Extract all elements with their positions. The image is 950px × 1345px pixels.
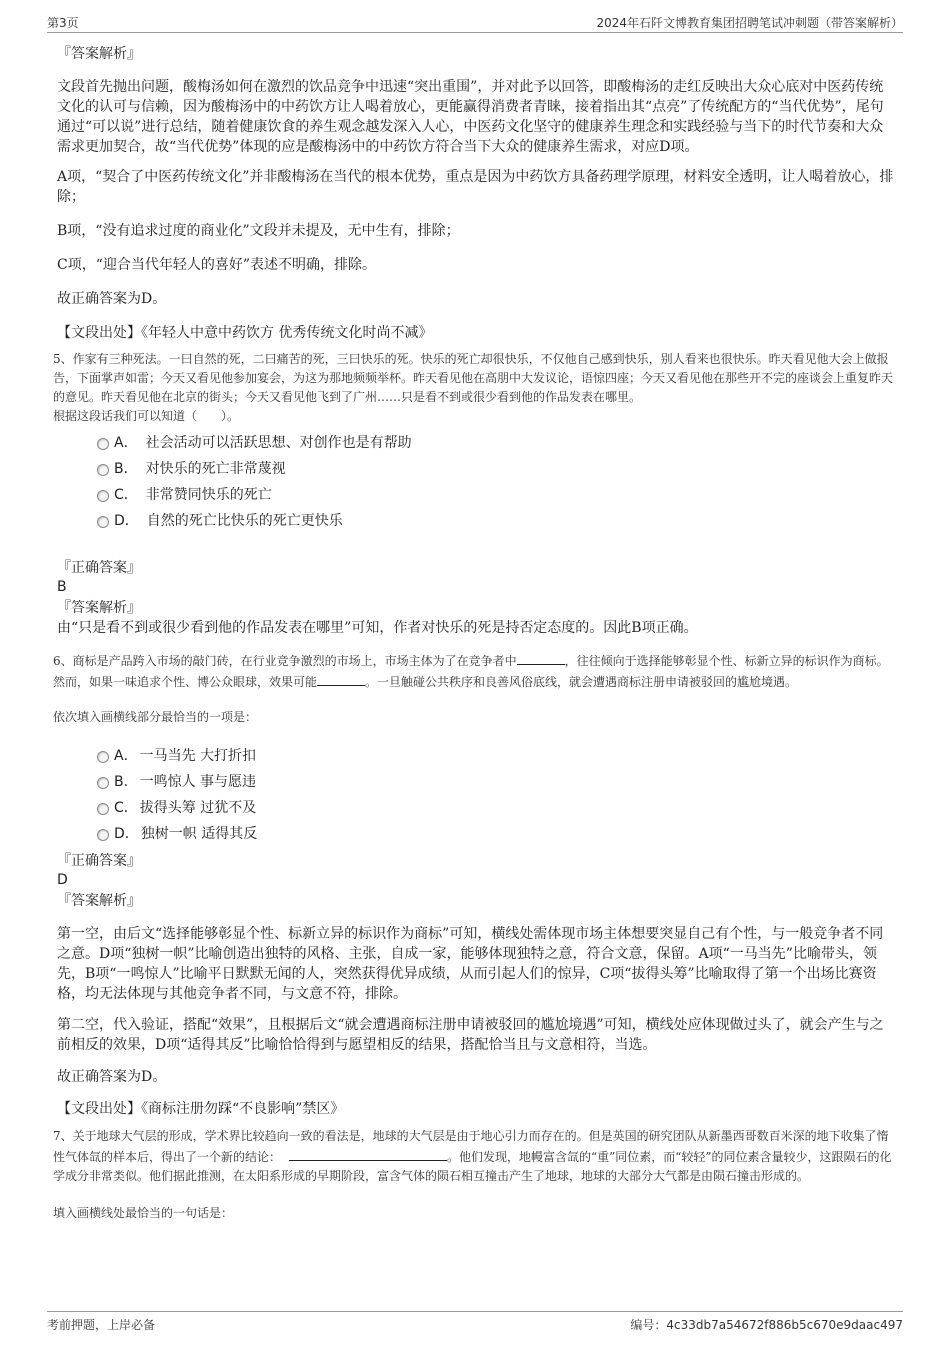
radio-button[interactable] [97, 803, 109, 815]
fill-blank [317, 671, 365, 686]
q6-option-d[interactable]: D． 独树一帜 适得其反 [57, 823, 895, 849]
page-number: 第3页 [47, 16, 79, 30]
radio-button[interactable] [97, 516, 109, 528]
q6-source: 【文段出处】《商标注册勿踩“不良影响”禁区》 [57, 1101, 345, 1117]
q4-analysis-tag: 『答案解析』 [57, 46, 141, 62]
q5-option-a[interactable]: A． 社会活动可以活跃思想、对创作也是有帮助 [57, 432, 895, 458]
q6-options [57, 745, 895, 849]
q6-answer-tag: 『正确答案』 [57, 853, 141, 869]
question-7 [53, 1127, 895, 1223]
document-body [53, 44, 895, 1223]
q6-analysis-p2: 第二空，代入验证，搭配“效果”，且根据后文“就会遭遇商标注册申请被驳回的尴尬境遇”可知，横线处应体现做过头了，就会产生与之前相反的效果，D项“适得其反”比喻恰恰得到与愿望相反的结果，搭配恰当且与文意相符，当选。 [57, 1017, 884, 1053]
question-6 [53, 650, 895, 727]
q6-stem: 6、商标是产品跨入市场的敲门砖，在行业竞争激烈的市场上，市场主体为了在竞争者中 ，往往倾向于选择能够彰显个性、标新立异的标识作为商标。然而，如果一味追求个性、博公众眼球，效果可能 。一旦触碰公共秩序和良善风俗底线，就会遭遇商标注册申请被驳回的尴尬境遇。 [53, 650, 895, 692]
q6-analysis-p1: 第一空，由后文“选择能够彰显个性、标新立异的标识作为商标”可知，横线处需体现市场主体想要突显自己有个性，与一般竞争者不同之意。D项“独树一帜”比喻创造出独特的风格、主张，自成一家，能够体现独特之意，符合文意，保留。A项“一马当先”比喻带头，领先，B项“一鸣惊人”比喻平日默默无闻的人，突然获得优异成绩，从而引起人们的惊异，C项“拔得头筹”比喻取得了第一个出场比赛资格，均无法体现与其他竞争者不同，与文意不符，排除。 [57, 926, 884, 1002]
document-title: 2024年石阡文博教育集团招聘笔试冲刺题（带答案解析） [596, 16, 903, 30]
q4-analysis-p4: C项，“迎合当代年轻人的喜好”表述不明确，排除。 [57, 257, 377, 273]
radio-button[interactable] [97, 829, 109, 841]
q6-option-a[interactable]: A． 一马当先 大打折扣 [57, 745, 895, 771]
document-serial: 编号：4c33db7a54672f886b5c670e9daac497 [630, 1318, 903, 1332]
q6-prompt: 依次填入画横线部分最恰当的一项是： [53, 710, 258, 724]
q5-option-d[interactable]: D． 自然的死亡比快乐的死亡更快乐 [57, 510, 895, 536]
fill-blank [517, 650, 565, 665]
fill-blank [289, 1146, 447, 1161]
radio-button[interactable] [97, 777, 109, 789]
q4-source: 【文段出处】《年轻人中意中药饮方 优秀传统文化时尚不减》 [57, 325, 433, 341]
q6-option-c[interactable]: C． 拔得头筹 过犹不及 [57, 797, 895, 823]
q5-option-b[interactable]: B． 对快乐的死亡非常蔑视 [57, 458, 895, 484]
radio-button[interactable] [97, 490, 109, 502]
footer-slogan: 考前押题，上岸必备 [47, 1318, 156, 1332]
page-header [47, 12, 903, 33]
q6-answer: D [57, 872, 68, 888]
radio-button[interactable] [97, 464, 109, 476]
q5-answer-tag: 『正确答案』 [57, 560, 141, 576]
q5-analysis: 由“只是看不到或很少看到他的作品发表在哪里”可知，作者对快乐的死是持否定态度的。因此B项正确。 [57, 620, 698, 636]
q6-option-b[interactable]: B． 一鸣惊人 事与愿违 [57, 771, 895, 797]
q5-answer: B [57, 579, 67, 595]
page-footer [47, 1311, 903, 1334]
q6-analysis-conclusion: 故正确答案为D。 [57, 1069, 167, 1085]
q4-analysis-p1: 文段首先抛出问题，酸梅汤如何在激烈的饮品竞争中迅速“突出重围”，并对此予以回答，即酸梅汤的走红反映出大众心底对中医药传统文化的认可与信赖，因为酸梅汤中的中药饮方让人喝着放心，更能赢得消费者青睐，接着指出其“点亮”了传统配方的“当代优势”，尾句通过“可以说”进行总结，随着健康饮食的养生观念越发深入人心，中医药文化坚守的健康养生理念和实践经验与当下的时代节奏和大众需求更加契合，故“当代优势”体现的应是酸梅汤中的中药饮方符合当下大众的健康养生需求，对应D项。 [57, 79, 884, 155]
q7-stem: 7、关于地球大气层的形成，学术界比较趋向一致的看法是，地球的大气层是由于地心引力而存在的。但是英国的研究团队从新墨西哥数百米深的地下收集了惰性气体氙的样本后，得出了一个新的结论： 。他们发现，地幔富含氙的“重”同位素，而“较轻”的同位素含量较少，这跟陨石的化学成分非常类似。他们据此推测，在太阳系形成的早期阶段，富含气体的陨石相互撞击产生了地球，地球的大部分大气都是由陨石撞击形成的。 [53, 1129, 892, 1183]
q7-prompt: 填入画横线处最恰当的一句话是： [53, 1206, 234, 1220]
q4-analysis-conclusion: 故正确答案为D。 [57, 291, 167, 307]
q4-analysis-p2: A项，“契合了中医药传统文化”并非酸梅汤在当代的根本优势，重点是因为中药饮方具备药理学原理，材料安全透明，让人喝着放心，排除； [57, 169, 894, 205]
radio-button[interactable] [97, 751, 109, 763]
q5-prompt: 根据这段话我们可以知道（ ）。 [53, 409, 240, 423]
radio-button[interactable] [97, 438, 109, 450]
question-5 [53, 350, 895, 426]
q5-options [57, 432, 895, 536]
q5-option-c[interactable]: C． 非常赞同快乐的死亡 [57, 484, 895, 510]
q5-analysis-tag: 『答案解析』 [57, 600, 141, 616]
q5-stem: 5、作家有三种死法。一曰自然的死，二曰痛苦的死，三曰快乐的死。快乐的死亡却很快乐，不仅他自己感到快乐，别人看来也很快乐。昨天看见他大会上做报告，下面掌声如雷；今天又看见他参加宴会，为这为那地频频举杯。昨天看见他在高朋中大发议论，语惊四座；今天又看见他在那些开不完的座谈会上重复昨天的意见。昨天看见他在北京的街头；今天又看见他飞到了广州……只是看不到或很少看到他的作品发表在哪里。 [53, 352, 894, 404]
q6-analysis-tag: 『答案解析』 [57, 893, 141, 909]
q4-analysis-p3: B项，“没有追求过度的商业化”文段并未提及，无中生有，排除； [57, 223, 460, 239]
